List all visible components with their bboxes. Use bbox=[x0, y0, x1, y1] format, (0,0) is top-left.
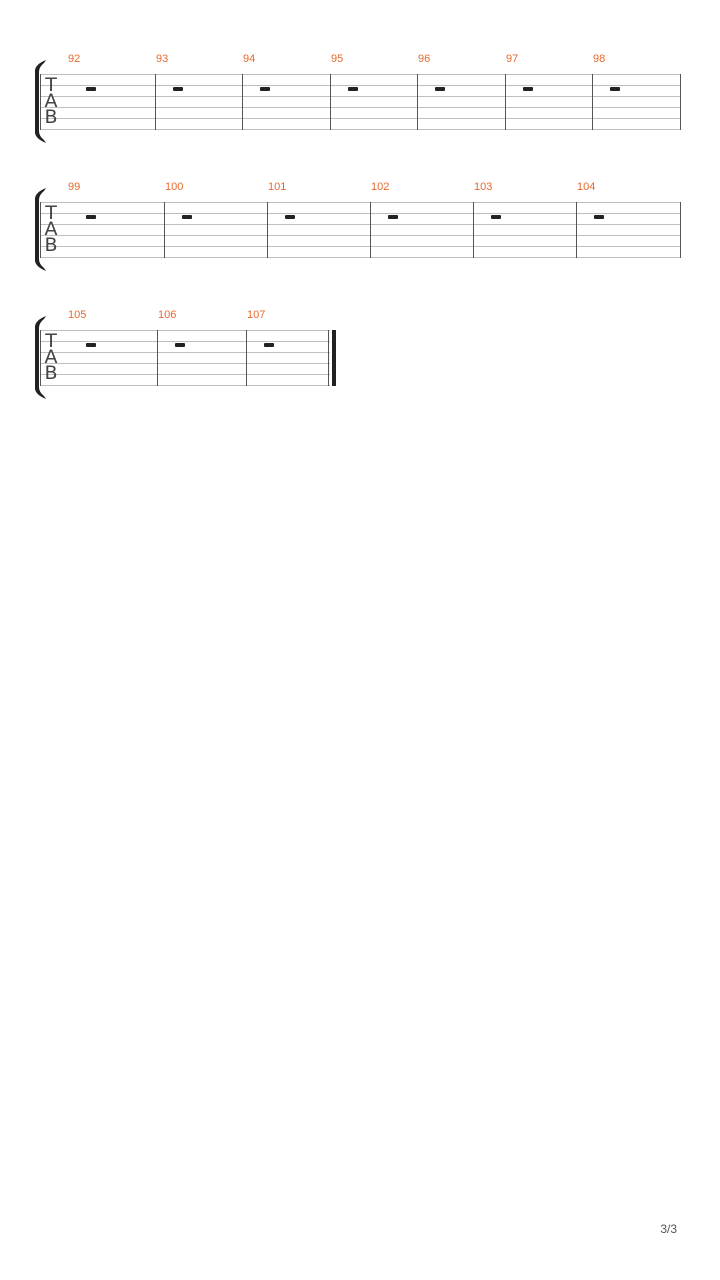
whole-rest bbox=[523, 87, 533, 91]
whole-rest bbox=[173, 87, 183, 91]
whole-rest bbox=[594, 215, 604, 219]
tab-clef-letter: B bbox=[44, 362, 58, 384]
measure-number: 97 bbox=[506, 53, 519, 65]
tab-clef-letter: T bbox=[45, 330, 57, 352]
tab-clef-letter: T bbox=[45, 74, 57, 96]
tab-clef-letter: B bbox=[44, 234, 58, 256]
measure-number: 106 bbox=[158, 309, 177, 321]
tab-clef-letter: A bbox=[44, 90, 58, 112]
measure-number: 95 bbox=[331, 53, 344, 65]
whole-rest bbox=[182, 215, 192, 219]
measure-number: 93 bbox=[156, 53, 169, 65]
whole-rest bbox=[388, 215, 398, 219]
whole-rest bbox=[491, 215, 501, 219]
measure-number: 99 bbox=[68, 181, 81, 193]
measure-number: 103 bbox=[474, 181, 493, 193]
whole-rest bbox=[264, 343, 274, 347]
page-number: 3/3 bbox=[660, 1222, 677, 1236]
tab-clef-letter: A bbox=[44, 218, 58, 240]
tab-clef-letter: B bbox=[44, 106, 58, 128]
tab-clef-letter: T bbox=[45, 202, 57, 224]
measure-number: 105 bbox=[68, 309, 87, 321]
measure-number: 101 bbox=[268, 181, 287, 193]
measure-number: 92 bbox=[68, 53, 81, 65]
measure-number: 104 bbox=[577, 181, 596, 193]
measure-number: 94 bbox=[243, 53, 256, 65]
whole-rest bbox=[260, 87, 270, 91]
whole-rest bbox=[86, 87, 96, 91]
measure-number: 107 bbox=[247, 309, 266, 321]
whole-rest bbox=[435, 87, 445, 91]
whole-rest bbox=[610, 87, 620, 91]
tab-clef-letter: A bbox=[44, 346, 58, 368]
measure-number: 96 bbox=[418, 53, 431, 65]
whole-rest bbox=[175, 343, 185, 347]
whole-rest bbox=[285, 215, 295, 219]
whole-rest bbox=[348, 87, 358, 91]
measure-number: 102 bbox=[371, 181, 390, 193]
measure-number: 100 bbox=[165, 181, 184, 193]
whole-rest bbox=[86, 215, 96, 219]
final-barline-thick bbox=[332, 330, 336, 386]
measure-number: 98 bbox=[593, 53, 606, 65]
whole-rest bbox=[86, 343, 96, 347]
